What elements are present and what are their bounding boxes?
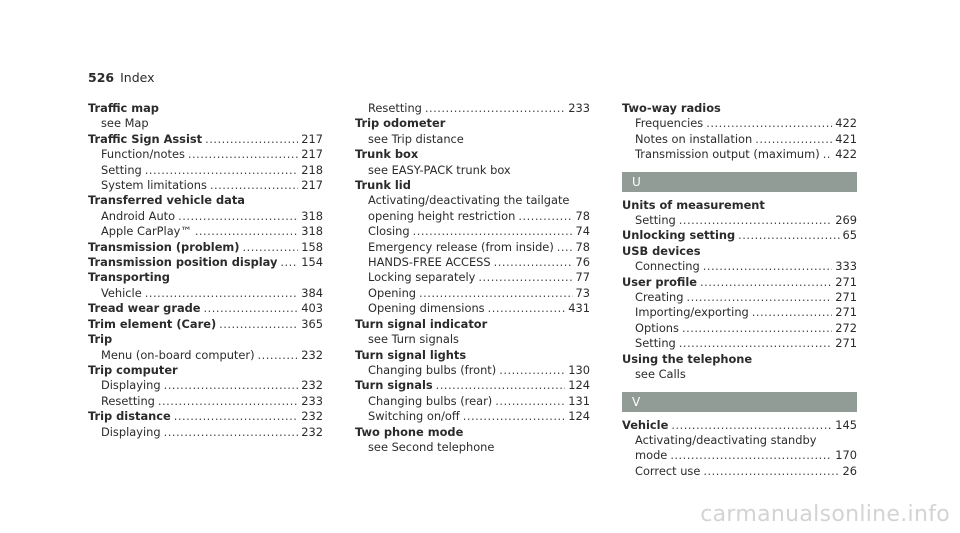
index-subentry (622, 132, 857, 147)
entry-label: Trip computer (88, 362, 178, 377)
dot-leader (670, 448, 832, 463)
entry-label: Transmission position display (88, 255, 278, 270)
index-letter-header: V (622, 392, 857, 412)
dot-leader (204, 301, 299, 316)
entry-label: see Turn signals (368, 332, 459, 347)
index-subentry (88, 425, 323, 440)
entry-label: Opening dimensions (368, 301, 485, 316)
dot-leader (425, 101, 565, 116)
page-reference: 26 (842, 463, 857, 478)
index-entry (355, 425, 590, 440)
index-subentry (355, 132, 590, 147)
entry-label: Traffic Sign Assist (88, 131, 203, 146)
entry-label: Displaying (101, 424, 161, 439)
page-reference: 318 (301, 208, 323, 223)
page-reference: 271 (835, 290, 857, 305)
page-reference: 233 (301, 393, 323, 408)
entry-label: Trip odometer (355, 116, 446, 131)
entry-label: Activating/deactivating standby (635, 432, 817, 447)
index-column-1 (88, 101, 323, 440)
dot-leader (413, 224, 573, 239)
index-entry (88, 332, 323, 347)
dot-leader (436, 378, 566, 393)
entry-label: Two-way radios (622, 101, 721, 115)
index-entry (622, 352, 857, 367)
dot-leader (518, 209, 572, 224)
index-subentry (355, 224, 590, 239)
entry-label: Function/notes (101, 147, 185, 162)
entry-label: Units of measurement (622, 197, 765, 212)
index-subentry (88, 209, 323, 224)
page-number: 526 (88, 70, 115, 85)
dot-leader (164, 425, 299, 440)
index-subentry (88, 348, 323, 363)
dot-leader (419, 286, 572, 301)
index-entry (88, 193, 323, 208)
index-entry (88, 363, 323, 378)
page-reference: 217 (301, 178, 323, 193)
page-reference: 422 (835, 147, 857, 162)
page-reference: 421 (835, 131, 857, 146)
index-entry (355, 147, 590, 162)
index-subentry (622, 116, 857, 131)
entry-label: Turn signals (355, 378, 433, 393)
index-subentry (88, 163, 323, 178)
page-reference: 131 (568, 393, 590, 408)
entry-label: Trunk lid (355, 178, 411, 193)
entry-label: Transferred vehicle data (88, 193, 245, 208)
dot-leader (219, 317, 298, 332)
entry-label: Activating/deactivating the tailgate (368, 193, 570, 208)
index-subentry (622, 336, 857, 351)
index-subentry (355, 209, 590, 224)
dot-leader (703, 464, 839, 479)
index-subentry (622, 367, 857, 382)
page-reference: 403 (301, 301, 323, 316)
index-entry (355, 317, 590, 332)
page-reference: 170 (835, 448, 857, 463)
dot-leader (188, 147, 298, 162)
page-reference: 333 (835, 259, 857, 274)
page-header (88, 70, 155, 85)
entry-label: Switching on/off (368, 409, 460, 424)
dot-leader (703, 259, 833, 274)
entry-label: HANDS-FREE ACCESS (368, 255, 491, 270)
dot-leader (679, 213, 832, 228)
dot-leader (145, 286, 299, 301)
entry-label: Importing/exporting (635, 305, 749, 320)
entry-label: Notes on installation (635, 131, 753, 146)
index-subentry (355, 363, 590, 378)
index-entry (355, 378, 590, 393)
dot-leader (823, 147, 833, 162)
dot-leader (210, 178, 298, 193)
index-subentry (622, 290, 857, 305)
page-reference: 431 (568, 301, 590, 316)
entry-label: Emergency release (from inside) (368, 239, 554, 254)
entry-label: Displaying (101, 378, 161, 393)
entry-label: Android Auto (101, 208, 176, 223)
entry-label: Setting (635, 213, 676, 228)
index-subentry (88, 394, 323, 409)
dot-leader (178, 209, 298, 224)
index-entry (355, 116, 590, 131)
index-entry (88, 301, 323, 316)
index-entry (88, 101, 323, 116)
index-entry (622, 275, 857, 290)
dot-leader (195, 224, 298, 239)
dot-leader (499, 363, 565, 378)
page-reference: 124 (568, 409, 590, 424)
index-subentry (355, 409, 590, 424)
entry-label: User profile (622, 274, 698, 289)
entry-label: Closing (368, 224, 410, 239)
entry-label: Trip distance (88, 409, 171, 424)
entry-label: Apple CarPlay™ (101, 224, 192, 239)
entry-label: Trip (88, 332, 113, 347)
dot-leader (494, 255, 573, 270)
page-reference: 384 (301, 285, 323, 300)
index-entry (355, 178, 590, 193)
entry-label: Trunk box (355, 147, 419, 162)
index-subentry (88, 378, 323, 393)
page-reference: 365 (301, 316, 323, 331)
index-column-3 (622, 101, 857, 479)
page-reference: 272 (835, 320, 857, 335)
entry-label: Using the telephone (622, 351, 753, 366)
dot-leader (145, 163, 298, 178)
dot-leader (700, 275, 832, 290)
entry-label: Correct use (635, 463, 701, 478)
section-title: Index (120, 70, 155, 85)
index-entry (88, 270, 323, 285)
entry-label: Turn signal lights (355, 347, 467, 362)
dot-leader (557, 240, 573, 255)
index-subentry (355, 255, 590, 270)
entry-label: Locking separately (368, 270, 476, 285)
entry-label: Transmission (problem) (88, 239, 240, 254)
index-subentry (355, 240, 590, 255)
dot-leader (164, 378, 299, 393)
page-reference: 130 (568, 362, 590, 377)
entry-label: mode (635, 448, 668, 463)
dot-leader (280, 255, 298, 270)
index-subentry (88, 286, 323, 301)
index-entry (88, 409, 323, 424)
dot-leader (679, 336, 832, 351)
index-subentry (622, 448, 857, 463)
page-reference: 124 (568, 378, 590, 393)
entry-label: Turn signal indicator (355, 316, 488, 331)
entry-label: Resetting (101, 393, 155, 408)
entry-label: see Calls (635, 367, 686, 382)
entry-label: opening height restriction (368, 208, 516, 223)
index-subentry (622, 433, 857, 448)
dot-leader (755, 132, 832, 147)
dot-leader (738, 228, 839, 243)
entry-label: Changing bulbs (rear) (368, 393, 493, 408)
entry-label: see Map (101, 116, 149, 131)
page-reference: 232 (301, 347, 323, 362)
index-subentry (355, 440, 590, 455)
entry-label: Menu (on-board computer) (101, 347, 255, 362)
index-entry (622, 198, 857, 213)
entry-label: Frequencies (635, 116, 704, 131)
index-subentry (88, 116, 323, 131)
entry-label: Unlocking setting (622, 228, 736, 243)
entry-label: USB devices (622, 243, 701, 258)
index-entry (88, 240, 323, 255)
index-letter-header: U (622, 172, 857, 192)
index-subentry (355, 101, 590, 116)
entry-label: Tread wear grade (88, 301, 201, 316)
entry-label: Resetting (368, 101, 422, 115)
page-reference: 217 (301, 147, 323, 162)
entry-label: Vehicle (101, 285, 142, 300)
page-reference: 232 (301, 378, 323, 393)
page-reference: 269 (835, 213, 857, 228)
entry-label: Options (635, 320, 679, 335)
page-reference: 145 (835, 417, 857, 432)
index-column-2 (355, 101, 590, 455)
page-reference: 271 (835, 274, 857, 289)
index-entry (622, 244, 857, 259)
index-subentry (88, 224, 323, 239)
index-entry (88, 317, 323, 332)
index-entry (88, 132, 323, 147)
index-entry (622, 228, 857, 243)
entry-label: Creating (635, 290, 684, 305)
entry-label: Traffic map (88, 101, 159, 115)
page-reference: 422 (835, 116, 857, 131)
entry-label: Changing bulbs (front) (368, 362, 497, 377)
page-reference: 73 (575, 285, 590, 300)
dot-leader (205, 132, 298, 147)
page-reference: 65 (842, 228, 857, 243)
dot-leader (488, 301, 566, 316)
dot-leader (682, 321, 832, 336)
page-reference: 78 (575, 239, 590, 254)
dot-leader (752, 305, 832, 320)
index-subentry (622, 305, 857, 320)
dot-leader (158, 394, 298, 409)
page-reference: 233 (568, 101, 590, 115)
index-subentry (88, 147, 323, 162)
index-subentry (355, 193, 590, 208)
page-reference: 78 (575, 208, 590, 223)
index-subentry (355, 163, 590, 178)
page-reference: 218 (301, 162, 323, 177)
entry-label: Setting (635, 336, 676, 351)
dot-leader (463, 409, 566, 424)
index-subentry (622, 213, 857, 228)
index-entry (355, 348, 590, 363)
dot-leader (174, 409, 299, 424)
index-subentry (622, 147, 857, 162)
index-subentry (355, 301, 590, 316)
index-subentry (355, 394, 590, 409)
entry-label: System limitations (101, 178, 207, 193)
index-subentry (355, 332, 590, 347)
entry-label: Transmission output (maximum) (635, 147, 820, 162)
entry-label: see Trip distance (368, 131, 464, 146)
entry-label: Opening (368, 285, 417, 300)
watermark: carmanualsonline.info (700, 502, 950, 527)
entry-label: Connecting (635, 259, 700, 274)
index-subentry (355, 286, 590, 301)
entry-label: Setting (101, 162, 142, 177)
entry-label: Two phone mode (355, 424, 464, 439)
entry-label: Trim element (Care) (88, 316, 217, 331)
dot-leader (243, 240, 299, 255)
dot-leader (686, 290, 832, 305)
dot-leader (258, 348, 299, 363)
dot-leader (706, 116, 832, 131)
page-reference: 217 (301, 131, 323, 146)
index-entry (88, 255, 323, 270)
index-entry (622, 418, 857, 433)
page-reference: 271 (835, 305, 857, 320)
dot-leader (671, 418, 832, 433)
page-reference: 232 (301, 424, 323, 439)
index-subentry (88, 178, 323, 193)
dot-leader (495, 394, 565, 409)
index-subentry (622, 259, 857, 274)
page-reference: 77 (575, 270, 590, 285)
page-reference: 74 (575, 224, 590, 239)
page-reference: 76 (575, 255, 590, 270)
entry-label: Transporting (88, 270, 170, 285)
entry-label: see Second telephone (368, 439, 495, 454)
index-subentry (622, 321, 857, 336)
page-reference: 271 (835, 336, 857, 351)
entry-label: Vehicle (622, 417, 669, 432)
page-reference: 318 (301, 224, 323, 239)
page-reference: 232 (301, 409, 323, 424)
index-subentry (622, 464, 857, 479)
entry-label: see EASY-PACK trunk box (368, 162, 511, 177)
page-reference: 158 (301, 239, 323, 254)
index-subentry (355, 270, 590, 285)
index-entry (622, 101, 857, 116)
page-reference: 154 (301, 255, 323, 270)
dot-leader (478, 270, 572, 285)
